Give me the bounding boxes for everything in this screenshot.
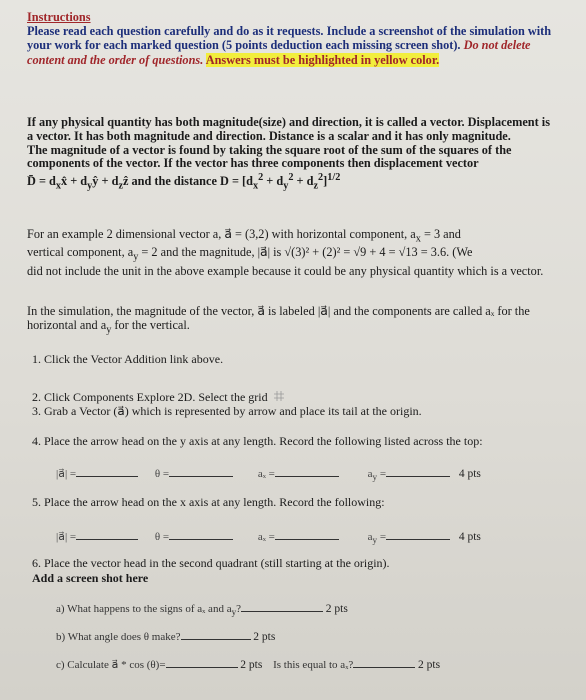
question-a: a) What happens to the signs of aₓ and $a_y$? 2 pts	[56, 600, 348, 617]
step5-ay-blank[interactable]	[386, 528, 450, 540]
step-4: 4. Place the arrow head on the y axis at any length. Record the following listed across the top:	[32, 434, 483, 448]
screenshot-placeholder: Add a screen shot here	[32, 571, 149, 585]
question-c-compare-blank[interactable]	[353, 656, 415, 668]
question-b: b) What angle does θ make? 2 pts	[56, 628, 275, 643]
instructions-block	[27, 10, 555, 67]
step-5: 5. Place the arrow head on the x axis at any length. Record the following:	[32, 495, 385, 509]
step4-magnitude-blank[interactable]	[76, 465, 138, 477]
step5-magnitude-blank[interactable]	[76, 528, 138, 540]
question-b-blank[interactable]	[181, 628, 251, 640]
step4-ay-blank[interactable]	[386, 465, 450, 477]
intro-paragraph: If any physical quantity has both magnitude(size) and direction, it is called a vector. Displacement is a vector. It has both magnitude and direction. Distance is a scalar and it has only magnitude. The magnitude of a vector is found by taking the square root of the sum of the squares of the components of the vector. If the vector has three components then displacement vector D̄ = $d_xx̂$ + $d_yŷ$ + $d_zẑ$ and the distance $D = [d_x^2 + d_y^2 + d_z^2]^{1/2}$	[27, 116, 553, 194]
simulation-note: In the simulation, the magnitude of the vector, a⃗ is labeled |a⃗| and the components are called aₓ for the horizontal and $a_y$ for the vertical.	[27, 304, 530, 336]
question-c: c) Calculate a⃗ * cos (θ)= 2 pts Is this equal to aₓ? 2 pts	[56, 656, 440, 671]
question-c-blank[interactable]	[166, 656, 238, 668]
distance-formula: D̄ = $d_xx̂$ + $d_yŷ$ + $d_zẑ$ and the distance $D = [d_x^2 + d_y^2 + d_z^2]^{1/2}$	[27, 172, 341, 192]
step4-theta-blank[interactable]	[169, 465, 233, 477]
step5-points: 4 pts	[458, 531, 481, 543]
example-paragraph: For an example 2 dimensional vector a, a⃗ = (3,2) with horizontal component, $a_x = 3$ and vertical component, $a_y = 2$ and the magnitude, |a⃗| is √(3)² + (2)² = √9 + 4 = √13 = 3.6. (We did not include the unit in the above example because it could be any physical quantity which is a vector.	[27, 227, 544, 278]
question-a-blank[interactable]	[241, 600, 323, 612]
step5-ax-blank[interactable]	[275, 528, 339, 540]
step-6: 6. Place the vector head in the second quadrant (still starting at the origin). Add a screen shot here	[32, 556, 390, 585]
step-4-fields: |a⃗| = $\theta = a_x = a_y = 4$ pts	[56, 465, 481, 482]
step-2: 2. Click Components Explore 2D. Select the grid	[32, 390, 284, 405]
grid-icon	[274, 390, 284, 400]
step5-theta-blank[interactable]	[169, 528, 233, 540]
answers-highlight-note: Answers must be highlighted in yellow color.	[205, 52, 440, 67]
step-1: 1. Click the Vector Addition link above.	[32, 352, 224, 366]
step-5-fields: |a⃗| = $\theta = a_x = a_y = 4$ pts	[56, 528, 481, 545]
step4-points: 4 pts	[458, 468, 481, 480]
step4-ax-blank[interactable]	[275, 465, 339, 477]
step-3: 3. Grab a Vector (a⃗) which is represented by arrow and place its tail at the origin.	[32, 404, 422, 418]
instructions-heading: Instructions	[27, 10, 91, 24]
instructions-text: Please read each question carefully and do as it requests. Include a screenshot of the simulation with your work for each marked question (5 points deduction each missing screen shot). Do not delete content and the order of questions. Answers must be highlighted in yellow color.	[27, 24, 552, 67]
